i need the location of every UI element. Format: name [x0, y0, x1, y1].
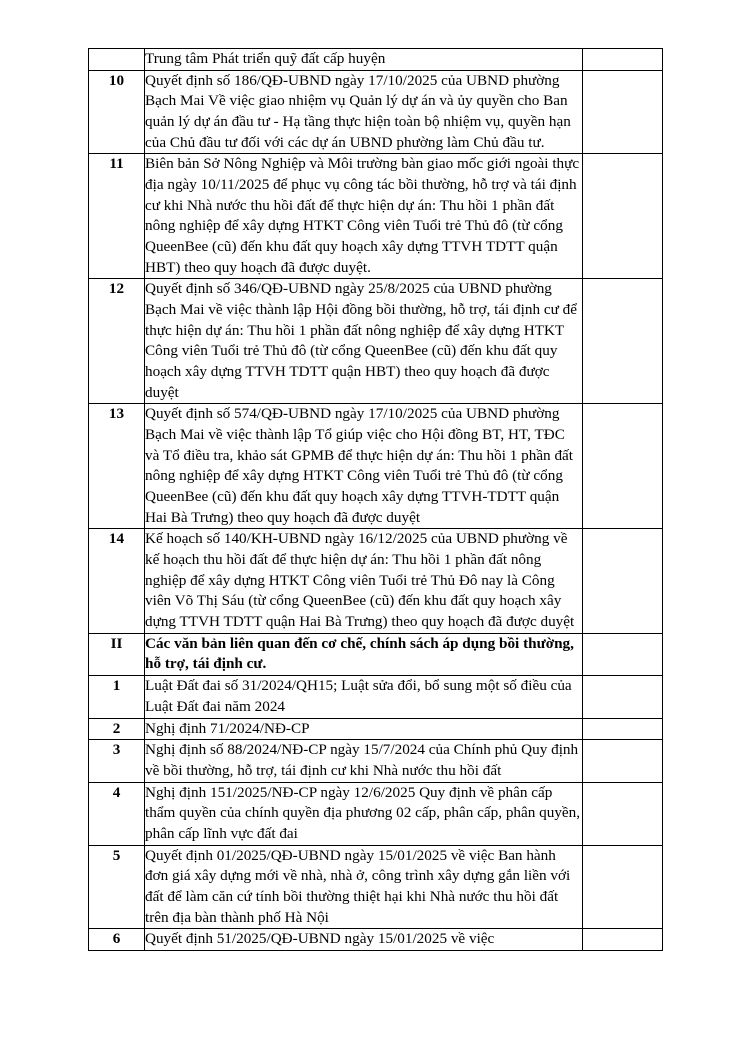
table-row: [89, 718, 663, 740]
row-content-text: Kế hoạch số 140/KH-UBND ngày 16/12/2025 của UBND phường về kế hoạch thu hồi đất để thực hiện dự án: Thu hồi 1 phần đất nông nghiệp để xây dựng HTKT Công viên Tuổi trẻ Thủ Đô nay là Công viên Võ Thị Sáu (từ cổng QueenBee (cũ) đến khu đất quy hoạch xây dựng TTVH TDTT quận Hai Bà Trưng) theo quy hoạch đã được duyệt: [145, 530, 575, 631]
row-index-cell: 13: [89, 404, 145, 529]
row-content-text: Nghị định 151/2025/NĐ-CP ngày 12/6/2025 Quy định về phân cấp thẩm quyền của chính quyền địa phương 02 cấp, phân cấp, phân quyền, phân cấp lĩnh vực đất đai: [145, 783, 584, 842]
row-content-cell: [145, 154, 583, 279]
row-index-cell: 3: [89, 740, 145, 782]
row-index-cell: 12: [89, 279, 145, 404]
row-notes-cell: [583, 676, 663, 718]
row-index-cell: [89, 49, 145, 71]
row-index-cell: 14: [89, 529, 145, 633]
row-content-text: Nghị định số 88/2024/NĐ-CP ngày 15/7/2024 của Chính phủ Quy định về bồi thường, hỗ trợ, tái định cư khi Nhà nước thu hồi đất: [145, 741, 582, 779]
row-notes-cell: [583, 154, 663, 279]
row-content-cell: [145, 279, 583, 404]
table-row: [89, 929, 663, 951]
row-content-text: Quyết định số 186/QĐ-UBND ngày 17/10/2025 của UBND phường Bạch Mai Về việc giao nhiệm vụ Quản lý dự án và ủy quyền cho Ban quản lý dự án đầu tư - Hạ tầng thực hiện toàn bộ nhiệm vụ, quyền hạn của Chủ đầu tư đối với các dự án UBND phường làm Chủ đầu tư.: [145, 71, 575, 151]
table-row: [89, 782, 663, 845]
row-notes-cell: [583, 529, 663, 633]
table-row: [89, 279, 663, 404]
row-index-cell: 1: [89, 676, 145, 718]
row-index-cell: 6: [89, 929, 145, 951]
table-row: [89, 633, 663, 675]
row-notes-cell: [583, 782, 663, 845]
row-content-text: Nghị định 71/2024/NĐ-CP: [145, 719, 310, 737]
row-content-cell: [145, 49, 583, 71]
table-row: [89, 70, 663, 154]
table-row: [89, 845, 663, 929]
row-content-text: Quyết định số 574/QĐ-UBND ngày 17/10/2025 của UBND phường Bạch Mai về việc thành lập Tổ giúp việc cho Hội đồng BT, HT, TĐC và Tổ điều tra, khảo sát GPMB để thực hiện dự án: Thu hồi 1 phần đất nông nghiệp để xây dựng HTKT Công viên Tuổi trẻ Thủ đô (từ cổng QueenBee (cũ) đến khu đất quy hoạch xây dựng TTVH-TDTT quận Hai Bà Trưng) theo quy hoạch đã được duyệt: [145, 405, 577, 526]
row-notes-cell: [583, 718, 663, 740]
row-content-cell: [145, 70, 583, 154]
row-content-text: Quyết định số 346/QĐ-UBND ngày 25/8/2025 của UBND phường Bạch Mai về việc thành lập Hội đồng bồi thường, hỗ trợ, tái định cư để thực hiện dự án: Thu hồi 1 phần đất nông nghiệp để xây dựng HTKT Công viên Tuổi trẻ Thủ đô (từ cổng QueenBee (cũ) đến khu đất quy hoạch xây dựng TTVH TDTT quận HBT) theo quy hoạch đã được duyệt: [145, 280, 581, 401]
row-content-cell: [145, 845, 583, 929]
row-content-cell: [145, 529, 583, 633]
table-row: [89, 676, 663, 718]
row-content-text: Biên bản Sở Nông Nghiệp và Môi trường bàn giao mốc giới ngoài thực địa ngày 10/11/2025 để phục vụ công tác bồi thường, hỗ trợ và tái định cư khi Nhà nước thu hồi đất để thực hiện dự án: Thu hồi 1 phần đất nông nghiệp để xây dựng HTKT Công viên Tuổi trẻ Thủ đô (từ cổng QueenBee (cũ) đến khu đất quy hoạch xây dựng TTVH TDTT quận HBT) theo quy hoạch đã được duyệt.: [145, 155, 583, 276]
row-notes-cell: [583, 49, 663, 71]
row-index-cell: 10: [89, 70, 145, 154]
row-content-text: Quyết định 51/2025/QĐ-UBND ngày 15/01/2025 về việc: [145, 930, 495, 948]
row-index-cell: 5: [89, 845, 145, 929]
table-row: [89, 740, 663, 782]
table-body: [89, 49, 663, 951]
row-content-cell: [145, 676, 583, 718]
row-notes-cell: [583, 404, 663, 529]
row-notes-cell: [583, 740, 663, 782]
table-row: [89, 529, 663, 633]
row-content-cell: [145, 718, 583, 740]
row-content-text: Quyết định 01/2025/QĐ-UBND ngày 15/01/2025 về việc Ban hành đơn giá xây dựng mới về nhà, nhà ở, công trình xây dựng gắn liền với đất để làm căn cứ tính bồi thường thiệt hại khi Nhà nước thu hồi đất trên địa bàn thành phố Hà Nội: [145, 846, 575, 926]
row-content-text: Luật Đất đai số 31/2024/QH15; Luật sửa đổi, bổ sung một số điều của Luật Đất đai năm 2024: [145, 677, 576, 715]
row-content-cell: [145, 404, 583, 529]
row-notes-cell: [583, 929, 663, 951]
row-content-cell: [145, 929, 583, 951]
row-content-cell: [145, 740, 583, 782]
row-index-cell: 4: [89, 782, 145, 845]
table-row: [89, 404, 663, 529]
row-content-cell: [145, 633, 583, 675]
row-notes-cell: [583, 845, 663, 929]
row-content-cell: [145, 782, 583, 845]
row-notes-cell: [583, 70, 663, 154]
row-notes-cell: [583, 279, 663, 404]
row-index-cell: 2: [89, 718, 145, 740]
table-row: [89, 154, 663, 279]
row-content-text: Trung tâm Phát triển quỹ đất cấp huyện: [145, 50, 386, 67]
row-index-cell: II: [89, 633, 145, 675]
table-row: [89, 49, 663, 71]
document-table: [88, 48, 663, 951]
row-index-cell: 11: [89, 154, 145, 279]
row-content-text: Các văn bản liên quan đến cơ chế, chính sách áp dụng bồi thường, hỗ trợ, tái định cư.: [145, 634, 578, 673]
row-notes-cell: [583, 633, 663, 675]
